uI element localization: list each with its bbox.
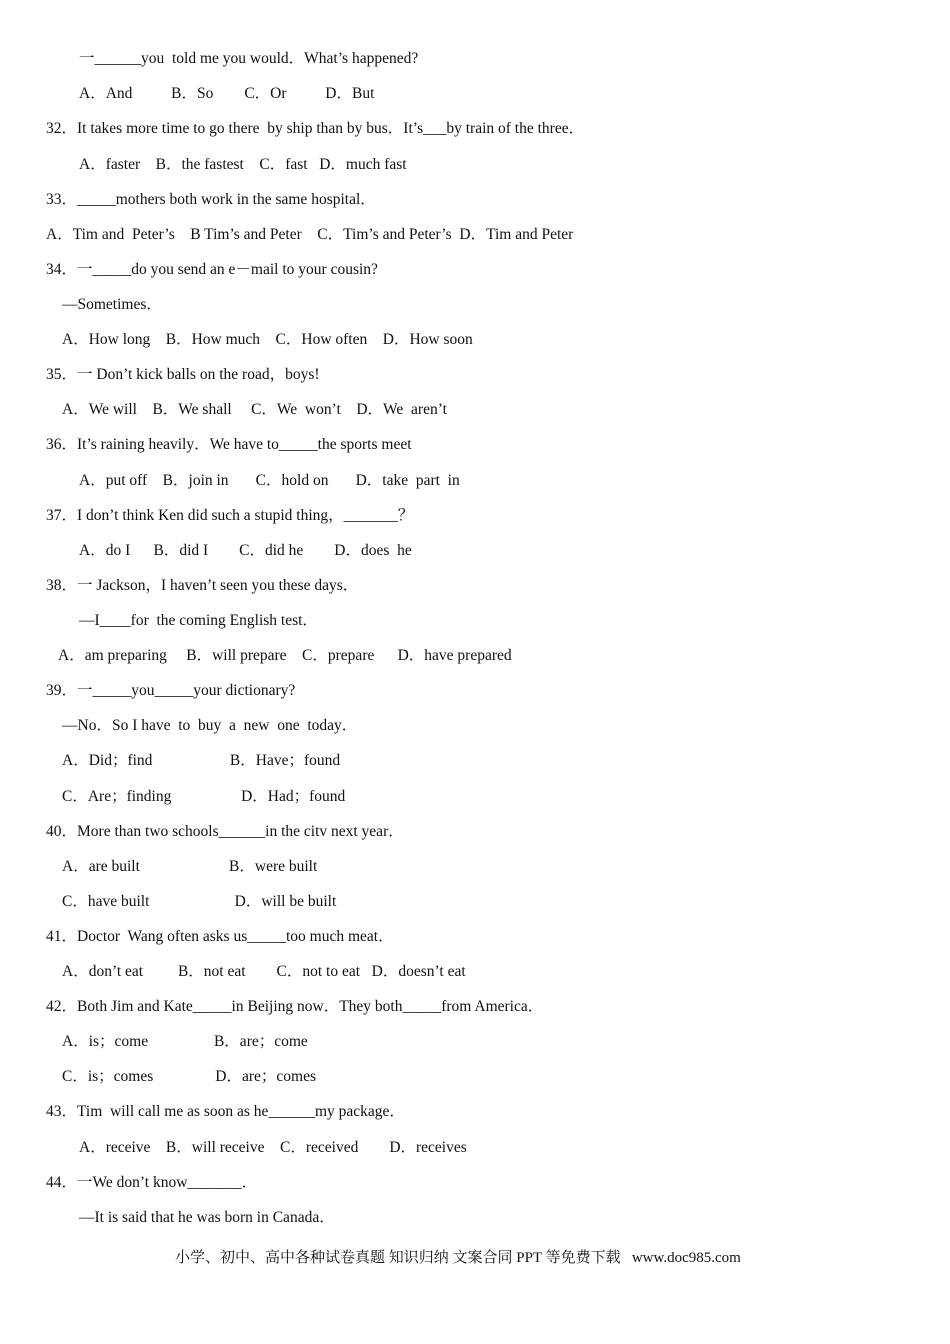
question-39-options-row2: C．Are；finding D．Had；found	[62, 788, 346, 805]
question-32-stem: 32．It takes more time to go there by ship than by bus．It’s___by train of the three．	[46, 120, 585, 137]
question-31-stem-line: 一______you told me you would．What’s happened?	[79, 50, 419, 67]
question-33-options: A．Tim and Peter’s B Tim’s and Peter C．Tim’s and Peter’s D．Tim and Peter	[46, 226, 574, 243]
question-32-options: A．faster B．the fastest C．fast D．much fast	[79, 156, 407, 173]
question-42-options-row1: A．is；come B．are；come	[62, 1033, 308, 1050]
question-39-reply: —No．So I have to buy a new one today．	[62, 717, 358, 734]
question-38-options: A．am preparing B．will prepare C．prepare D．have prepared	[58, 647, 512, 664]
question-44-stem: 44．一We don’t know_______．	[46, 1174, 258, 1191]
question-44-reply: —It is said that he was born in Canada．	[79, 1209, 335, 1226]
question-41-stem: 41．Doctor Wang often asks us_____too much meat．	[46, 928, 394, 945]
question-40-options-row1: A．are built B．were built	[62, 858, 318, 875]
question-38-reply: —I____for the coming English test．	[79, 612, 318, 629]
question-38-stem: 38．一 Jackson，I haven’t seen you these days．	[46, 577, 359, 594]
question-43-stem: 43．Tim will call me as soon as he______my package．	[46, 1103, 405, 1120]
question-41-options: A．don’t eat B．not eat C．not to eat D．doesn’t eat	[62, 963, 466, 980]
question-34-reply: —Sometimes．	[62, 296, 162, 313]
page-footer: 小学、初中、高中各种试卷真题 知识归纳 文案合同 PPT 等免费下载 www.doc985.com	[175, 1250, 741, 1266]
question-37-stem: 37．I don’t think Ken did such a stupid thing，_______？	[46, 507, 414, 524]
question-35-stem: 35．一 Don’t kick balls on the road，boys!	[46, 366, 320, 383]
question-42-stem: 42．Both Jim and Kate_____in Beijing now．They both_____from America．	[46, 998, 544, 1015]
question-39-stem: 39．一_____you_____your dictionary?	[46, 682, 296, 699]
question-34-stem: 34．一_____do you send an e－mail to your cousin?	[46, 261, 378, 278]
question-37-options: A．do I B．did I C．did he D．does he	[79, 542, 412, 559]
question-33-stem: 33．_____mothers both work in the same hospital．	[46, 191, 376, 208]
question-36-stem: 36．It’s raining heavily．We have to_____the sports meet	[46, 436, 412, 453]
question-40-options-row2: C．have built D．will be built	[62, 893, 337, 910]
question-42-options-row2: C．is；comes D．are；comes	[62, 1068, 316, 1085]
question-34-options: A．How long B．How much C．How often D．How soon	[62, 331, 473, 348]
question-43-options: A．receive B．will receive C．received D．receives	[79, 1139, 467, 1156]
question-36-options: A．put off B．join in C．hold on D．take part in	[79, 472, 460, 489]
question-39-options-row1: A．Did；find B．Have；found	[62, 752, 341, 769]
question-31-options: A．And B．So C．Or D．But	[79, 85, 375, 102]
question-40-stem: 40．More than two schools______in the citv next year．	[46, 823, 404, 840]
question-35-options: A．We will B．We shall C．We won’t D．We aren’t	[62, 401, 447, 418]
